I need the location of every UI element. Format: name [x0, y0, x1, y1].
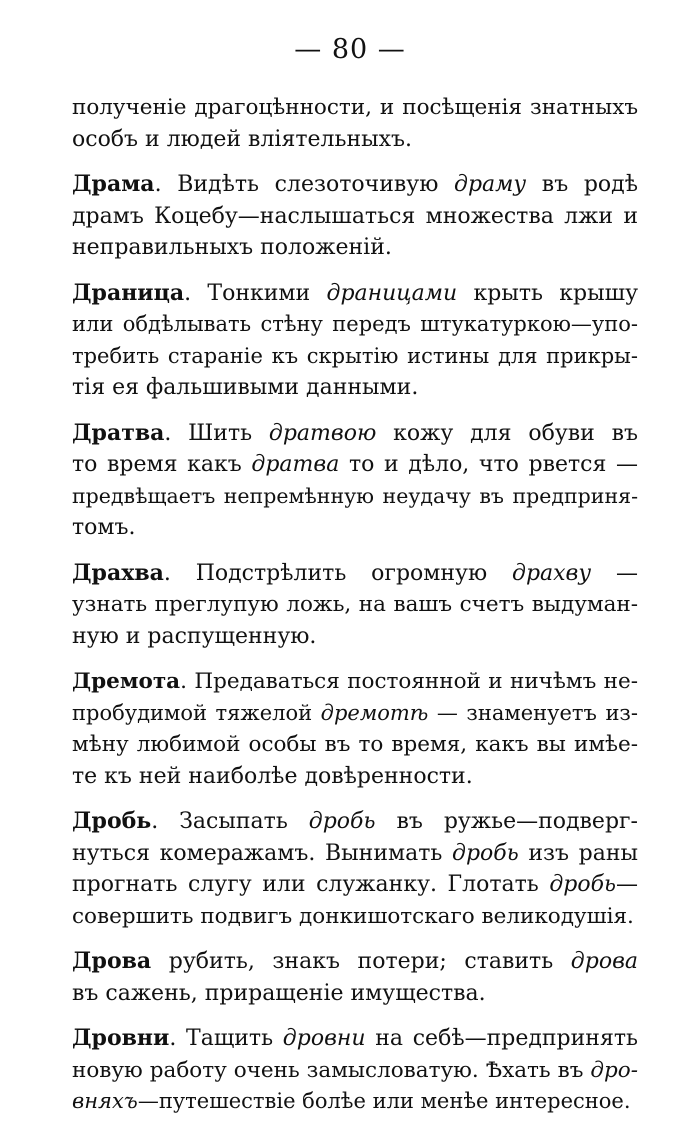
entry-text: то и дѣло, что рвется — [339, 452, 638, 477]
text-line: совершить подвигъ донкишотскаго великодушія. [72, 903, 634, 929]
text-line: требить стараніе къ скрытію истины для прикры- [72, 343, 638, 368]
text-line [72, 449, 638, 481]
italic-term: дробь [452, 840, 519, 866]
text-line: драмъ Коцебу—наслышаться множества лжи и [72, 203, 638, 229]
entry-text: прогнать слугу или служанку. Глотать [72, 872, 550, 897]
text-line [72, 869, 638, 901]
entry-text: . Подстрѣлить огромную [163, 560, 512, 586]
text-line [72, 558, 638, 590]
italic-term: дратва [251, 452, 340, 477]
continued-paragraph [72, 92, 638, 155]
entry-text: то время какъ [72, 452, 252, 477]
entry-headword: Дробь [72, 808, 152, 834]
entry-text: въ родѣ [526, 172, 638, 197]
text-line [72, 1086, 638, 1118]
entry-text: . Предаваться постоянной и ничѣмъ не- [180, 669, 638, 694]
entry-drakhva [72, 558, 638, 653]
entry-drama [72, 169, 638, 264]
text-line [72, 418, 638, 450]
text-line [72, 1055, 638, 1087]
italic-term: дрова [570, 949, 638, 974]
entry-text: новую работу очень замысловатую. Ѣхать въ [72, 1057, 591, 1083]
italic-term: дро- [590, 1057, 638, 1083]
entry-drova [72, 946, 638, 1009]
text-line [72, 1023, 638, 1055]
entry-text: . Видѣть слезоточивую [154, 172, 454, 197]
text-line [72, 946, 638, 978]
text-line [72, 806, 638, 838]
entry-text: въ ружье—подверг- [375, 809, 638, 834]
entry-headword: Драма [72, 171, 155, 197]
text-line: мѣну любимой особы въ то время, какъ вы имѣе- [72, 732, 638, 757]
entry-dremota [72, 666, 638, 792]
entry-text: рубить, знакъ потери; ставить [151, 949, 571, 974]
text-line: полученіе драгоцѣнности, и посѣщенія знатныхъ [72, 95, 638, 120]
entry-drovni [72, 1023, 638, 1118]
text-line [72, 666, 638, 698]
entry-text: . Тонкими [184, 280, 327, 306]
entry-text: нуться комеражамъ. Вынимать [72, 840, 453, 866]
entry-text: . Тащить [169, 1026, 283, 1051]
text-line: томъ. [72, 515, 136, 540]
text-line: предвѣщаетъ непремѣнную неудачу въ предприня- [72, 483, 638, 508]
italic-term: дробь [549, 872, 616, 897]
entry-text: . Шить [164, 420, 269, 446]
entry-headword: Дремота [72, 669, 181, 694]
entry-text: —путешествіе болѣе или менѣе интересное. [137, 1089, 631, 1113]
entry-text: крыть крышу [457, 280, 639, 306]
text-line [72, 838, 638, 870]
entry-headword: Драница [72, 279, 185, 306]
entry-text: кожу для обуви въ [376, 420, 638, 446]
entry-headword: Дрова [72, 948, 152, 974]
italic-term: дратвою [268, 420, 377, 446]
entry-headword: Дратва [72, 419, 165, 446]
entry-text: — [616, 872, 638, 897]
text-line [72, 169, 638, 201]
italic-term: дровни [282, 1026, 366, 1051]
text-line: те къ ней наиболѣе довѣренности. [72, 763, 473, 789]
entry-text: — [591, 560, 638, 586]
entry-text: . Засыпать [151, 809, 309, 834]
entry-headword: Драхва [72, 559, 164, 586]
text-line: неправильныхъ положеній. [72, 235, 392, 260]
text-line: или обдѣлывать стѣну передъ штукатуркою—упо- [72, 312, 638, 336]
entry-text: — знаменуетъ из- [428, 700, 638, 725]
text-line: особъ и людей вліятельныхъ. [72, 126, 413, 152]
entry-dratva [72, 418, 638, 544]
entry-text: пробудимой тяжелой [72, 700, 321, 725]
italic-term: дробь [308, 809, 376, 834]
italic-term: дремотѣ [320, 700, 429, 725]
entry-dranitsa [72, 278, 638, 404]
text-line: ную и распущенную. [72, 623, 317, 649]
text-line: въ сажень, приращеніе имущества. [72, 980, 486, 1006]
page-number: — 80 — [294, 34, 406, 65]
text-line [72, 278, 638, 310]
entry-drob [72, 806, 638, 932]
entry-text: изъ раны [518, 840, 638, 866]
text-line: тія ея фальшивыми данными. [72, 375, 419, 400]
italic-term: драму [454, 172, 527, 197]
italic-term: драницами [326, 280, 458, 306]
entry-text: на себѣ—предпринять [365, 1026, 638, 1051]
page-text [72, 92, 638, 1118]
italic-term: драхву [512, 560, 592, 586]
text-line: узнать преглупую ложь, на вашъ счетъ выдуман- [72, 592, 638, 617]
italic-term: вняхъ [72, 1089, 138, 1113]
entry-headword: Дровни [72, 1025, 170, 1051]
text-line [72, 698, 638, 730]
